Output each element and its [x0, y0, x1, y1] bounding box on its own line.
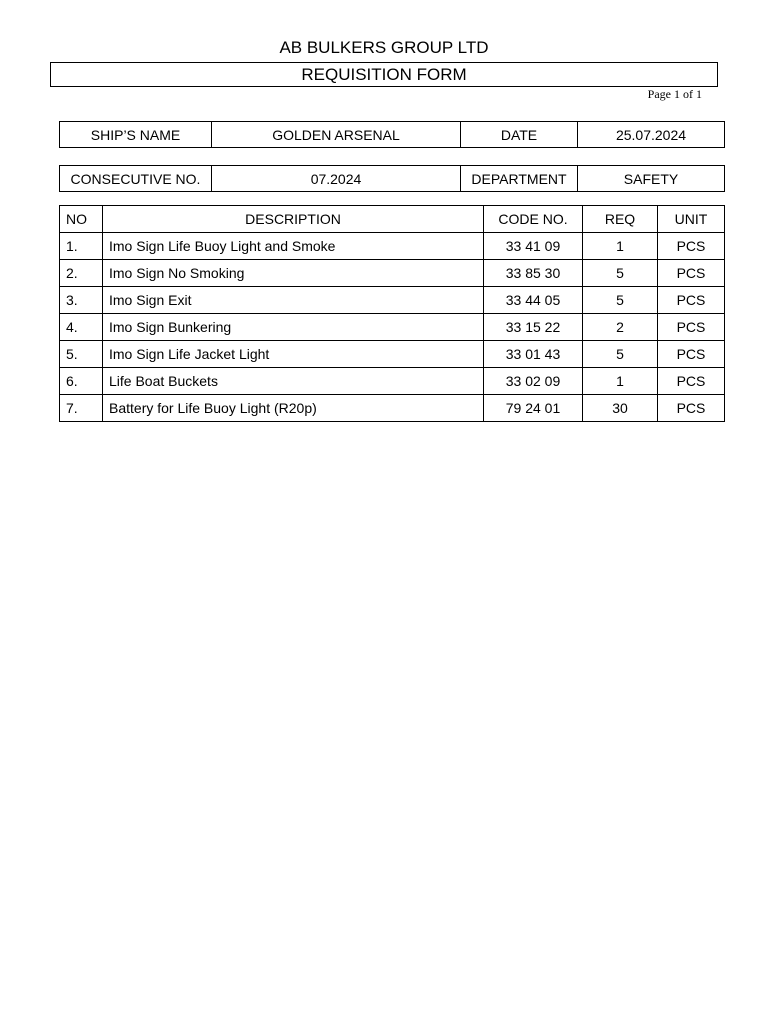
table-row: [60, 260, 725, 287]
ship-info-row: [60, 122, 725, 148]
table-row: [60, 341, 725, 368]
item-description: Imo Sign No Smoking: [103, 260, 484, 287]
item-unit: PCS: [658, 260, 725, 287]
ship-info-table: [59, 121, 725, 148]
item-req: 5: [583, 287, 658, 314]
item-no: 7.: [60, 395, 103, 422]
item-unit: PCS: [658, 395, 725, 422]
item-code: 33 02 09: [484, 368, 583, 395]
item-description: Imo Sign Exit: [103, 287, 484, 314]
item-req: 1: [583, 233, 658, 260]
date-value: 25.07.2024: [578, 122, 725, 148]
consecutive-no-label: CONSECUTIVE NO.: [60, 166, 212, 192]
table-row: [60, 287, 725, 314]
item-unit: PCS: [658, 233, 725, 260]
item-unit: PCS: [658, 368, 725, 395]
column-header-unit: UNIT: [658, 206, 725, 233]
table-row: [60, 368, 725, 395]
column-header-no: NO: [60, 206, 103, 233]
department-info-row: [60, 166, 725, 192]
item-description: Imo Sign Life Jacket Light: [103, 341, 484, 368]
department-value: SAFETY: [578, 166, 725, 192]
item-code: 33 41 09: [484, 233, 583, 260]
date-label: DATE: [461, 122, 578, 148]
column-header-req: REQ: [583, 206, 658, 233]
item-code: 33 44 05: [484, 287, 583, 314]
item-req: 30: [583, 395, 658, 422]
table-row: [60, 395, 725, 422]
item-code: 33 01 43: [484, 341, 583, 368]
item-req: 2: [583, 314, 658, 341]
item-req: 1: [583, 368, 658, 395]
item-no: 4.: [60, 314, 103, 341]
item-code: 33 85 30: [484, 260, 583, 287]
item-description: Imo Sign Life Buoy Light and Smoke: [103, 233, 484, 260]
item-no: 6.: [60, 368, 103, 395]
item-description: Battery for Life Buoy Light (R20p): [103, 395, 484, 422]
items-header-row: [60, 206, 725, 233]
item-no: 2.: [60, 260, 103, 287]
ship-name-label: SHIP’S NAME: [60, 122, 212, 148]
item-req: 5: [583, 341, 658, 368]
department-info-table: [59, 165, 725, 192]
item-unit: PCS: [658, 314, 725, 341]
item-code: 79 24 01: [484, 395, 583, 422]
ship-name-value: GOLDEN ARSENAL: [212, 122, 461, 148]
item-unit: PCS: [658, 341, 725, 368]
item-unit: PCS: [658, 287, 725, 314]
item-no: 5.: [60, 341, 103, 368]
department-label: DEPARTMENT: [461, 166, 578, 192]
page-number: Page 1 of 1: [647, 87, 702, 101]
item-no: 1.: [60, 233, 103, 260]
items-table: [59, 205, 725, 422]
consecutive-no-value: 07.2024: [212, 166, 461, 192]
table-row: [60, 314, 725, 341]
column-header-code: CODE NO.: [484, 206, 583, 233]
item-req: 5: [583, 260, 658, 287]
item-description: Life Boat Buckets: [103, 368, 484, 395]
company-name: AB BULKERS GROUP LTD: [279, 38, 489, 57]
form-title: REQUISITION FORM: [50, 62, 718, 87]
item-description: Imo Sign Bunkering: [103, 314, 484, 341]
item-no: 3.: [60, 287, 103, 314]
item-code: 33 15 22: [484, 314, 583, 341]
table-row: [60, 233, 725, 260]
column-header-description: DESCRIPTION: [103, 206, 484, 233]
